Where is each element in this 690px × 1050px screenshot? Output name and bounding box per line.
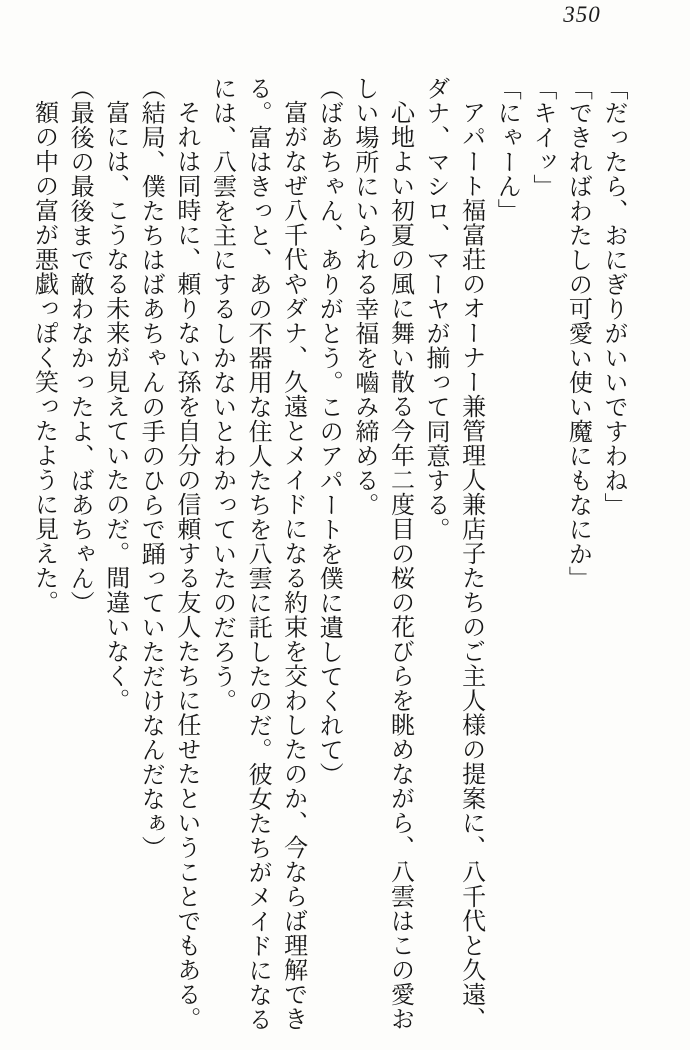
paragraph: 心地よい初夏の風に舞い散る今年二度目の桜の花びらを眺めながら、八雲はこの愛おしい場所にいられる幸福を嚙み締める。 (350, 76, 413, 1031)
paragraph: 富には、こうなる未来が見えていたのだ。間違いなく。 (101, 100, 128, 713)
page-text (25, 76, 630, 1032)
paragraph: 「だったら、おにぎりがいいですわね」 (600, 76, 626, 517)
paragraph: 「できればわたしの可愛い使い魔にもなにか」 (564, 76, 591, 591)
paragraph: （結局、僕たちはばあちゃんの手のひらで踊っていただけなんだなぁ） (137, 76, 164, 860)
paragraph: それは同時に、頼りない孫を自分の信頼する友人たちに任せたということでもある。 (172, 100, 199, 1031)
paragraph: 額の中の富が悪戯っぽく笑ったように見えた。 (30, 100, 57, 615)
paragraph: 「にゃーん」 (493, 76, 520, 223)
paragraph: （最後の最後まで敵わなかったよ、ばあちゃん） (66, 76, 93, 615)
paragraph: アパート福富荘のオーナー兼管理人兼店子たちのご主人様の提案に、八千代と久遠、ダナ、マシロ、マーヤが揃って同意する。 (422, 76, 484, 1031)
paragraph: 「キイッ」 (528, 76, 555, 199)
paragraph: 富がなぜ八千代やダナ、久遠とメイドになる約束を交わしたのか、今ならば理解できる。富はきっと、あの不器用な住人たちを八雲に託したのだ。彼女たちがメイドになるには、八雲を主にするしかないとわかっていたのだろう。 (208, 76, 306, 1032)
page-number: 350 (563, 2, 601, 27)
paragraph: （ばあちゃん、ありがとう。このアパートを僕に遺してくれて） (315, 76, 342, 787)
